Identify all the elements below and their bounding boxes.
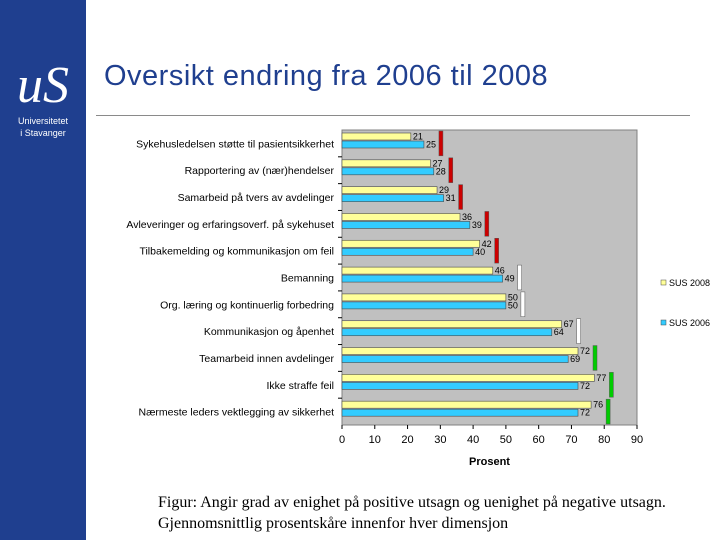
legend-label-sus-2006: SUS 2006 xyxy=(669,318,711,328)
data-label-sus-2008: 29 xyxy=(439,185,450,196)
bar-sus-2008 xyxy=(342,294,506,301)
bar-sus-2008 xyxy=(342,133,411,140)
category-label: Tilbakemelding og kommunikasjon om feil xyxy=(139,245,334,258)
data-label-sus-2006: 72 xyxy=(580,407,591,418)
bar-sus-2006 xyxy=(342,356,568,363)
bar-sus-2008 xyxy=(342,401,591,408)
data-label-sus-2008: 76 xyxy=(593,399,604,410)
indicator-neutral xyxy=(577,319,581,344)
data-label-sus-2008: 27 xyxy=(432,158,443,169)
indicator-red xyxy=(459,185,463,210)
x-axis-title: Prosent xyxy=(469,456,510,468)
university-logo xyxy=(0,58,86,138)
data-label-sus-2006: 69 xyxy=(570,354,581,365)
data-label-sus-2006: 25 xyxy=(425,139,436,150)
category-label: Nærmeste leders vektlegging av sikkerhet xyxy=(138,406,334,419)
data-label-sus-2008: 21 xyxy=(412,131,423,142)
x-tick-label: 30 xyxy=(434,434,447,446)
x-tick-label: 80 xyxy=(598,434,611,446)
legend-swatch-sus-2008 xyxy=(661,280,666,285)
x-tick-label: 70 xyxy=(565,434,578,446)
bar-sus-2008 xyxy=(342,160,431,167)
data-label-sus-2006: 28 xyxy=(435,166,446,177)
data-label-sus-2006: 64 xyxy=(553,327,564,338)
indicator-red xyxy=(495,238,499,263)
bar-sus-2006 xyxy=(342,275,503,282)
indicator-green xyxy=(609,372,613,397)
logo-text-line-1: Universitetet xyxy=(17,116,69,126)
x-tick-label: 60 xyxy=(532,434,545,446)
data-label-sus-2006: 72 xyxy=(580,380,591,391)
category-label: Rapportering av (nær)hendelser xyxy=(184,165,334,178)
bar-sus-2008 xyxy=(342,348,578,355)
data-label-sus-2008: 72 xyxy=(580,346,591,357)
bar-sus-2006 xyxy=(342,409,578,416)
bar-sus-2006 xyxy=(342,382,578,389)
bar-sus-2006 xyxy=(342,248,473,255)
bar-sus-2006 xyxy=(342,195,444,202)
indicator-red xyxy=(439,131,443,156)
bar-sus-2008 xyxy=(342,213,460,220)
figure-caption: Figur: Angir grad av enighet på positive utsagn og uenighet på negative utsagn. Gjennomsnittlig prosentskåre innenfor hver dimensjon xyxy=(158,494,666,532)
x-tick-label: 20 xyxy=(401,434,414,446)
x-tick-label: 90 xyxy=(630,434,644,446)
bar-sus-2008 xyxy=(342,321,562,328)
bar-sus-2006 xyxy=(342,141,424,148)
logo-text-line-2: i Stavanger xyxy=(20,128,66,138)
bar-sus-2008 xyxy=(342,240,480,247)
category-label: Org. læring og kontinuerlig forbedring xyxy=(160,299,334,312)
bar-sus-2006 xyxy=(342,329,552,336)
legend-label-sus-2008: SUS 2008 xyxy=(669,278,711,288)
data-label-sus-2006: 39 xyxy=(471,219,482,230)
bar-sus-2006 xyxy=(342,221,470,228)
indicator-red xyxy=(449,158,453,183)
data-label-sus-2008: 77 xyxy=(596,372,607,383)
indicator-red xyxy=(485,211,489,236)
legend-swatch-sus-2006 xyxy=(661,320,666,325)
slide-title: Oversikt endring fra 2006 til 2008 xyxy=(104,60,549,92)
category-label: Ikke straffe feil xyxy=(266,379,334,392)
x-tick-label: 50 xyxy=(499,434,513,446)
bar-sus-2008 xyxy=(342,374,594,381)
category-label: Samarbeid på tvers av avdelinger xyxy=(177,192,334,205)
data-label-sus-2008: 50 xyxy=(507,292,518,303)
indicator-neutral xyxy=(521,292,525,317)
x-tick-label: 10 xyxy=(368,434,381,446)
data-label-sus-2006: 40 xyxy=(475,246,486,257)
data-label-sus-2008: 46 xyxy=(494,265,505,276)
data-label-sus-2008: 36 xyxy=(462,211,473,222)
data-label-sus-2008: 67 xyxy=(563,319,574,330)
data-label-sus-2006: 49 xyxy=(504,273,515,284)
logo-mark: uS xyxy=(17,57,69,114)
indicator-green xyxy=(606,399,610,424)
category-label: Kommunikasjon og åpenhet xyxy=(203,326,334,339)
bar-sus-2008 xyxy=(342,267,493,274)
x-tick-label: 0 xyxy=(338,434,346,446)
indicator-green xyxy=(593,346,597,371)
data-label-sus-2008: 42 xyxy=(481,238,492,249)
category-label: Teamarbeid innen avdelinger xyxy=(199,352,334,365)
bar-sus-2008 xyxy=(342,187,437,194)
title-divider xyxy=(96,115,690,116)
sidebar xyxy=(0,0,86,540)
category-label: Sykehusledelsen støtte til pasientsikkerhet xyxy=(136,138,334,151)
data-label-sus-2006: 50 xyxy=(507,300,518,311)
indicator-neutral xyxy=(518,265,522,290)
x-tick-label: 40 xyxy=(466,434,480,446)
category-label: Avleveringer og erfaringsoverf. på sykehuset xyxy=(126,218,334,231)
bar-sus-2006 xyxy=(342,302,506,309)
bar-chart xyxy=(96,124,720,472)
category-label: Bemanning xyxy=(280,272,334,285)
data-label-sus-2006: 31 xyxy=(445,193,456,204)
bar-sus-2006 xyxy=(342,168,434,175)
